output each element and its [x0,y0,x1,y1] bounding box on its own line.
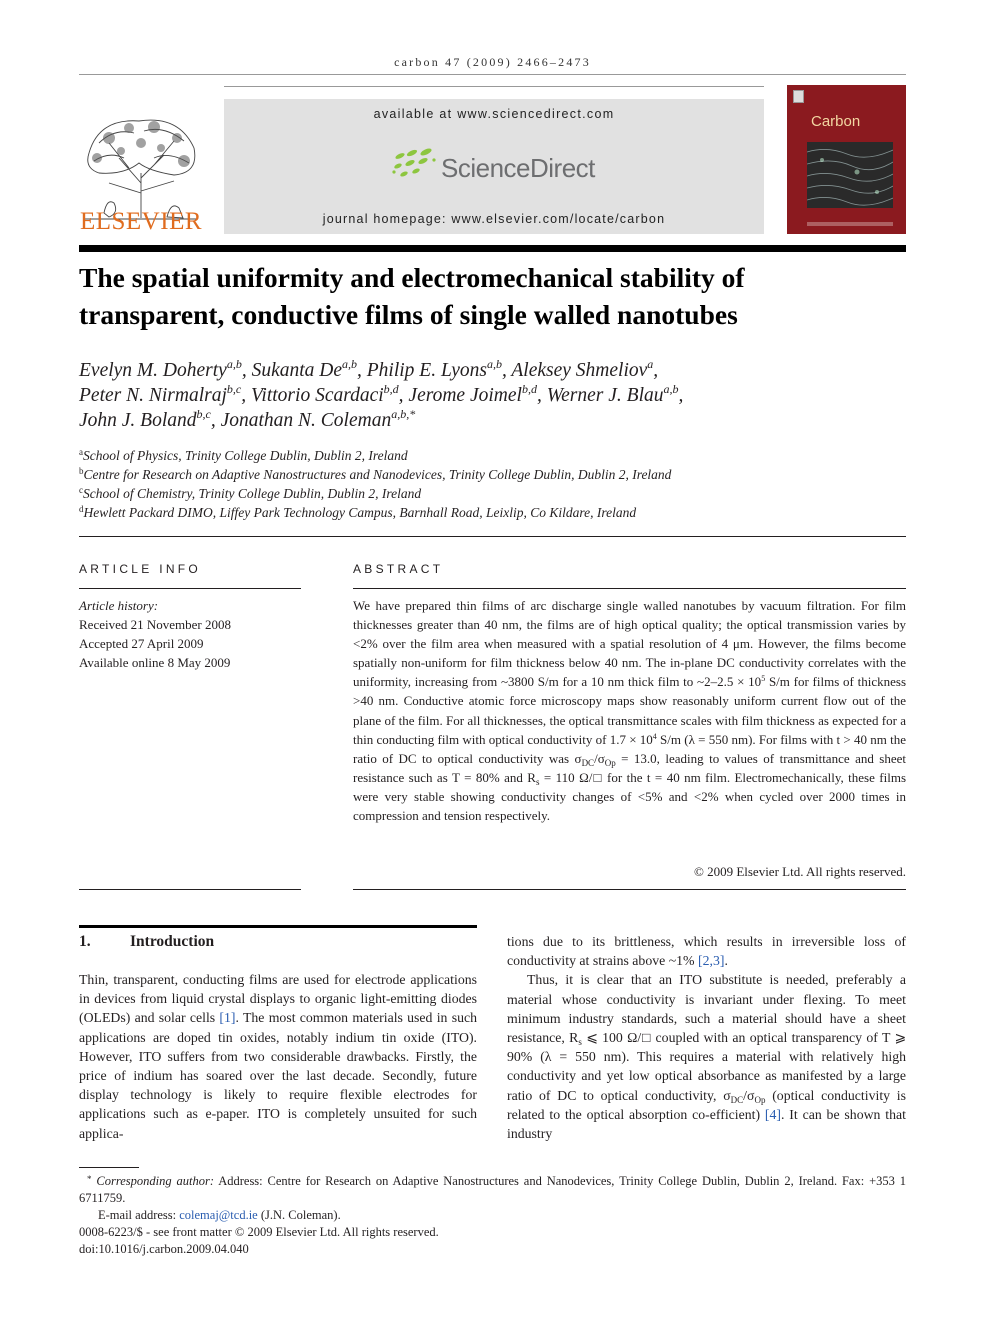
affiliation-text: School of Chemistry, Trinity College Dublin, Dublin 2, Ireland [83,486,422,501]
abstract-text: S/m for films of thickness >40 nm. Conductive atomic force microscopy maps show reasonably uniform current flow out of the plane of the film. For all thicknesses, the optical transmittance scales with film thickness as expected for a thin conducting film with optical conductivity of 1.7 × 10 [353,674,907,747]
author-affiliation-marker: a,b [342,357,357,371]
author: Aleksey Shmeliov [511,360,648,381]
abstract-subscript: DC [581,757,595,768]
article-info-bottom-rule [79,889,301,890]
citation-link[interactable]: [1] [219,1010,236,1026]
author-separator: , [678,385,684,406]
intro-paragraph [79,970,477,1143]
abstract-text: S/m (λ = 550 nm). For films with t > 40 nm the ratio of DC to optical conductivity was σ [353,731,906,766]
abstract-superscript: 5 [761,674,766,684]
body-text: Thus, it is clear that an ITO substitute is needed, preferably a material whose conductivity is invariant under flexing. To meet minimum industry standards, such a material should have a sheet resistance, R [507,972,906,1046]
author-separator: , [501,360,512,381]
author-affiliation-marker: b,c [196,407,211,421]
citation-link[interactable]: [2,3] [698,953,725,969]
author-affiliation-marker: a,b [663,382,679,396]
intro-left-column [79,970,477,1143]
abstract-superscript: 4 [652,731,657,741]
body-text: (optical conductivity is related to the optical absorption co-efficient) [507,1087,906,1122]
publisher-wordmark: ELSEVIER [79,208,203,235]
article-title [79,259,906,333]
section-number: 1. [79,933,91,950]
history-label: Article history: [79,598,159,613]
article-history [79,596,301,672]
abstract-rule [353,588,906,589]
affiliations-rule [79,536,906,537]
footnote-label: E-mail address: [98,1208,180,1222]
journal-cover [787,85,906,234]
header-rule [79,74,906,75]
online-date: Available online 8 May 2009 [79,655,231,670]
affiliation-b [79,465,906,484]
author-separator: , [210,410,221,431]
body-text: /σ [743,1087,755,1103]
abstract-text: = 13.0, leading to values of transmittance and sheet resistance such as T = 80% and R [353,750,906,785]
author-affiliation-marker: a,b [486,357,502,371]
affiliation-d [79,503,906,522]
author-affiliation-marker: a,b [226,357,242,371]
abstract-text: = 110 Ω/□ for the t = 40 nm film. Electromechanically, these films were very stable showing conductivity changes of <5% and <2% when cycled over 2000 times in compression and tension respectively. [353,769,907,824]
author-separator: , [398,385,409,406]
author-list [79,358,906,433]
intro-rule [79,925,477,928]
author: John J. Boland [79,410,197,431]
author-affiliation-marker: a [647,357,654,371]
title-line-2: transparent, conductive films of single walled nanotubes [79,299,738,330]
author-affiliation-marker: a,b,* [391,407,416,421]
journal-citation: carbon 47 (2009) 2466–2473 [394,55,591,69]
affiliation-c [79,484,906,503]
accepted-date: Accepted 27 April 2009 [79,636,204,651]
affiliation-text: Centre for Research on Adaptive Nanostructures and Nanodevices, Trinity College Dublin, Dublin 2, Ireland [83,467,672,482]
cover-footer [807,222,893,226]
subscript: Op [754,1094,766,1105]
body-text: Thin, transparent, conducting films are used for electrode applications in devices from liquid crystal displays to organic light-emitting diodes (OLEDs) and solar cells [79,972,477,1026]
author-line-1 [79,358,906,383]
author-separator: , [653,360,659,381]
abstract-bottom-rule [353,889,906,890]
affiliation-marker: a [79,447,83,457]
corresponding-author-note [79,1173,906,1207]
abstract-body [353,596,906,825]
abstract-copyright: © 2009 Elsevier Ltd. All rights reserved. [693,864,906,879]
cover-title: Carbon [811,113,861,130]
abstract-subscript: s [535,776,540,787]
body-text: ⩽ 100 Ω/□ coupled with an optical transparency of T ⩾ 90% (λ = 550 nm). This requires a material with relatively high conductivity and yet low optical absorbance as manifested by a large ratio of DC to optical conductivity, σ [507,1030,906,1103]
affiliation-marker: b [79,466,84,476]
body-text: . [724,953,728,969]
subscript: DC [730,1094,744,1105]
affiliation-text: School of Physics, Trinity College Dublin, Dublin 2, Ireland [83,448,408,463]
footnotes [79,1173,906,1258]
author-affiliation-marker: b,d [521,382,537,396]
author-affiliation-marker: b,c [226,382,242,396]
author-affiliation-marker: b,d [383,382,399,396]
sciencedirect-logo-icon [390,146,440,182]
author-line-3 [79,408,906,433]
article-info-heading: ARTICLE INFO [79,562,202,576]
author: Peter N. Nirmalraj [79,385,227,406]
affiliation-a [79,446,906,465]
affiliation-marker: c [79,485,83,495]
author-separator: , [241,385,251,406]
affiliation-marker: d [79,504,84,514]
header-thick-rule [79,245,906,252]
section-heading [79,933,214,951]
article-info-rule [79,588,301,589]
abstract-subscript: Op [604,757,616,768]
header-rule-inner [224,86,764,87]
cover-badge-icon [793,90,804,103]
footnote-marker: * [87,1174,92,1184]
footnote-text: (J.N. Coleman). [257,1208,341,1222]
author: Werner J. Blau [546,385,664,406]
title-line-1: The spatial uniformity and electromechanical stability of [79,262,745,293]
abstract-heading: ABSTRACT [353,562,444,576]
body-text: . The most common materials used in such applications are doped tin oxides, notably indium tin oxide (ITO). However, ITO suffers from two considerable drawbacks. Firstly, the price of indium has soared over the last decade. Secondly, future display technology is likely to require flexible electrodes for applications such as e-paper. ITO is completely unsuited for such applica- [79,1010,477,1141]
author: Jonathan N. Coleman [220,410,392,431]
affiliation-text: Hewlett Packard DIMO, Liffey Park Technology Campus, Barnhall Road, Leixlip, Co Kildare, Ireland [83,505,637,520]
email-link[interactable]: colemaj@tcd.ie [179,1208,258,1222]
intro-paragraph [507,970,906,1143]
author-line-2 [79,383,906,408]
citation-link[interactable]: [4] [764,1106,781,1122]
author-separator: , [241,360,252,381]
intro-paragraph [507,932,906,970]
author: Sukanta De [251,360,342,381]
email-note [79,1207,906,1224]
intro-right-column [507,932,906,1143]
received-date: Received 21 November 2008 [79,617,231,632]
abstract-text: /σ [594,750,605,766]
author: Philip E. Lyons [366,360,487,381]
body-text: tions due to its brittleness, which results in irreversible loss of conductivity at strains above ~1% [507,934,906,969]
author-separator: , [536,385,547,406]
section-title: Introduction [130,933,215,950]
footnote-label: Corresponding author: [96,1174,215,1188]
abstract-text: We have prepared thin films of arc discharge single walled nanotubes by vacuum filtration. For film thicknesses greater than 40 nm, the films are of high optical quality; the optical transmission varies by <2% over the film area when measured with a spatial resolution of 4 μm. However, the films become spatially non-uniform for film thickness below 40 nm. The in-plane DC conductivity correlates with the uniformity, increasing from ~3800 S/m for a 10 nm thick film to ~2–2.5 × 10 [353,598,906,690]
author: Jerome Joimel [408,385,522,406]
author-separator: , [357,360,367,381]
doi-line: doi:10.1016/j.carbon.2009.04.040 [79,1242,249,1256]
body-text: . It can be shown that industry [507,1106,906,1142]
footnote-text: Address: Centre for Research on Adaptive Nanostructures and Nanodevices, Trinity College Dublin, Dublin 2, Ireland. Fax: +353 1 6711759. [79,1174,907,1205]
footnote-rule [79,1167,139,1168]
author: Evelyn M. Doherty [79,360,227,381]
available-at-link[interactable]: available at www.sciencedirect.com [373,107,615,121]
journal-homepage-link[interactable]: journal homepage: www.elsevier.com/locate/carbon [322,212,666,226]
issn-line: 0008-6223/$ - see front matter © 2009 Elsevier Ltd. All rights reserved. [79,1225,439,1239]
cover-image-icon [807,142,893,208]
sciencedirect-wordmark: ScienceDirect [441,153,595,183]
author: Vittorio Scardaci [250,385,384,406]
subscript: s [578,1037,582,1048]
